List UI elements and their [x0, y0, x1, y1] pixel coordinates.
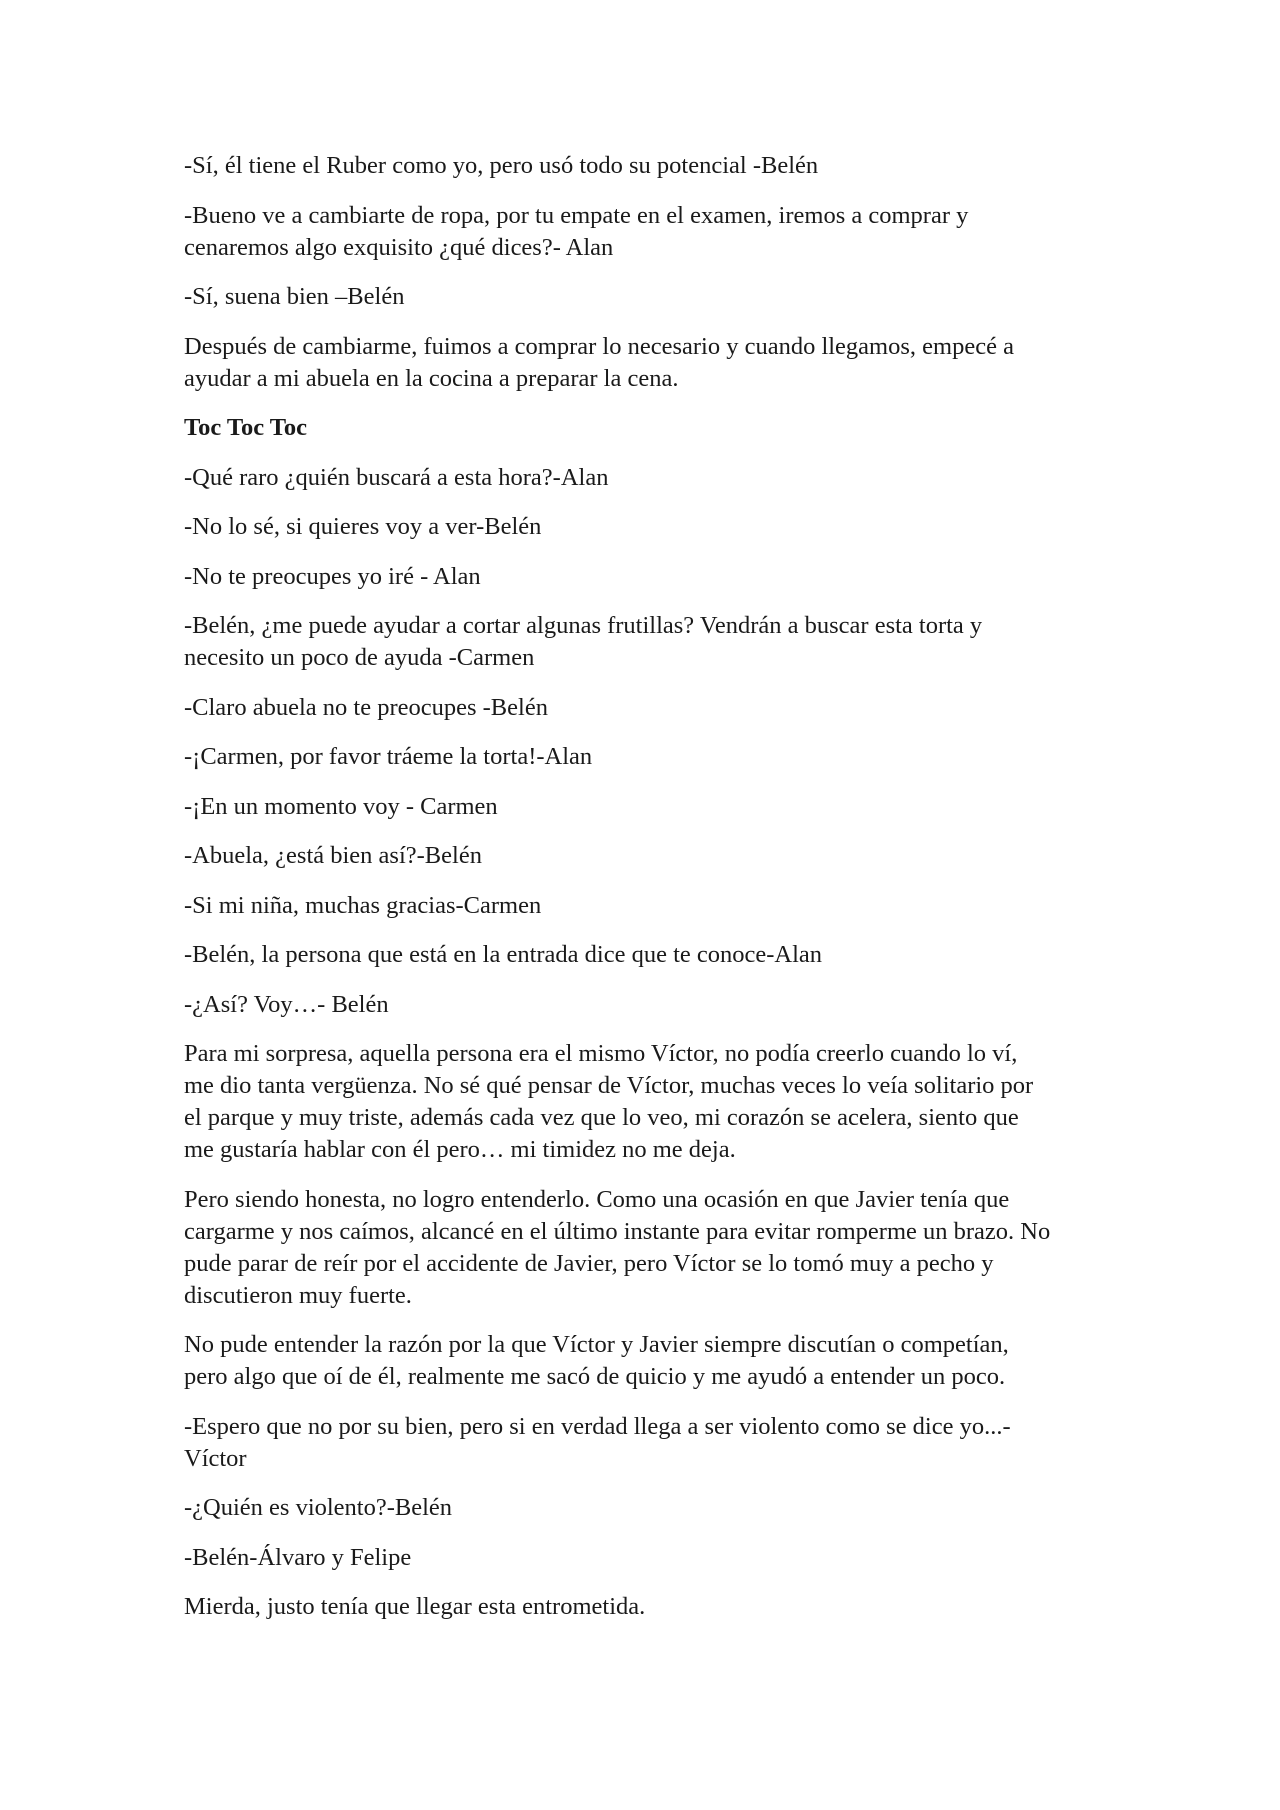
text-line: cenaremos algo exquisito ¿qué dices?- Alan	[184, 233, 614, 261]
text-line: -¡En un momento voy - Carmen	[184, 792, 498, 820]
text-line: -¿Quién es violento?-Belén	[184, 1494, 453, 1521]
text-line: discutieron muy fuerte.	[184, 1281, 412, 1309]
text-line: Mierda, justo tenía que llegar esta entrometida.	[184, 1593, 646, 1620]
text-paragraph	[184, 1038, 1114, 1166]
text-line: pude parar de reír por el accidente de Javier, pero Víctor se lo tomó muy a pecho y	[184, 1249, 994, 1277]
text-paragraph	[184, 150, 1114, 182]
text-line: Toc Toc Toc	[184, 414, 308, 441]
text-paragraph	[184, 1591, 1114, 1623]
text-line: -Sí, suena bien –Belén	[184, 283, 405, 310]
text-line: -Claro abuela no te preocupes -Belén	[184, 693, 548, 721]
text-paragraph	[184, 791, 1114, 823]
text-paragraph	[184, 561, 1114, 593]
text-line: No pude entender la razón por la que Víctor y Javier siempre discutían o competían,	[184, 1331, 1009, 1358]
text-paragraph	[184, 692, 1114, 724]
text-line: -Qué raro ¿quién buscará a esta hora?-Alan	[184, 463, 609, 491]
text-paragraph	[184, 1184, 1114, 1312]
text-line: -Bueno ve a cambiarte de ropa, por tu empate en el examen, iremos a comprar y	[184, 201, 969, 229]
text-paragraph	[184, 989, 1114, 1021]
text-paragraph	[184, 200, 1114, 264]
text-paragraph	[184, 511, 1114, 543]
document-body	[184, 150, 1114, 1641]
text-line: -Si mi niña, muchas gracias-Carmen	[184, 891, 542, 919]
text-line: ayudar a mi abuela en la cocina a preparar la cena.	[184, 364, 679, 392]
text-line: Víctor	[184, 1444, 247, 1472]
text-line: -Sí, él tiene el Ruber como yo, pero usó todo su potencial -Belén	[184, 152, 819, 179]
text-paragraph	[184, 1492, 1114, 1524]
text-paragraph	[184, 1329, 1114, 1393]
text-line: -Abuela, ¿está bien así?-Belén	[184, 842, 482, 869]
text-line: Pero siendo honesta, no logro entenderlo. Como una ocasión en que Javier tenía que	[184, 1185, 1010, 1213]
text-line: -¿Así? Voy…- Belén	[184, 990, 389, 1018]
text-line: -Belén-Álvaro y Felipe	[184, 1543, 412, 1571]
text-line: necesito un poco de ayuda -Carmen	[184, 644, 535, 671]
text-line: Para mi sorpresa, aquella persona era el mismo Víctor, no podía creerlo cuando lo ví,	[184, 1040, 1018, 1067]
text-line: pero algo que oí de él, realmente me sacó de quicio y me ayudó a entender un poco.	[184, 1363, 1006, 1390]
text-paragraph	[184, 462, 1114, 494]
text-paragraph	[184, 890, 1114, 922]
text-line: -No lo sé, si quieres voy a ver-Belén	[184, 513, 542, 540]
text-paragraph	[184, 741, 1114, 773]
text-paragraph	[184, 1542, 1114, 1574]
text-paragraph	[184, 331, 1114, 395]
text-line: -Espero que no por su bien, pero si en verdad llega a ser violento como se dice yo...-	[184, 1412, 1011, 1440]
text-paragraph	[184, 840, 1114, 872]
section-sound-heading	[184, 412, 1114, 444]
text-line: -¡Carmen, por favor tráeme la torta!-Alan	[184, 743, 593, 770]
text-line: -Belén, ¿me puede ayudar a cortar algunas frutillas? Vendrán a buscar esta torta y	[184, 612, 983, 639]
text-paragraph	[184, 1411, 1114, 1475]
text-line: me dio tanta vergüenza. No sé qué pensar de Víctor, muchas veces lo veía solitario por	[184, 1072, 1034, 1099]
text-line: -Belén, la persona que está en la entrada dice que te conoce-Alan	[184, 941, 823, 968]
text-line: -No te preocupes yo iré - Alan	[184, 562, 481, 590]
text-paragraph	[184, 281, 1114, 313]
text-paragraph	[184, 939, 1114, 971]
text-line: Después de cambiarme, fuimos a comprar lo necesario y cuando llegamos, empecé a	[184, 332, 1014, 360]
text-line: el parque y muy triste, además cada vez que lo veo, mi corazón se acelera, siento que	[184, 1104, 1019, 1131]
text-line: cargarme y nos caímos, alcancé en el último instante para evitar romperme un brazo. No	[184, 1217, 1051, 1245]
text-line: me gustaría hablar con él pero… mi timidez no me deja.	[184, 1136, 736, 1163]
text-paragraph	[184, 610, 1114, 674]
